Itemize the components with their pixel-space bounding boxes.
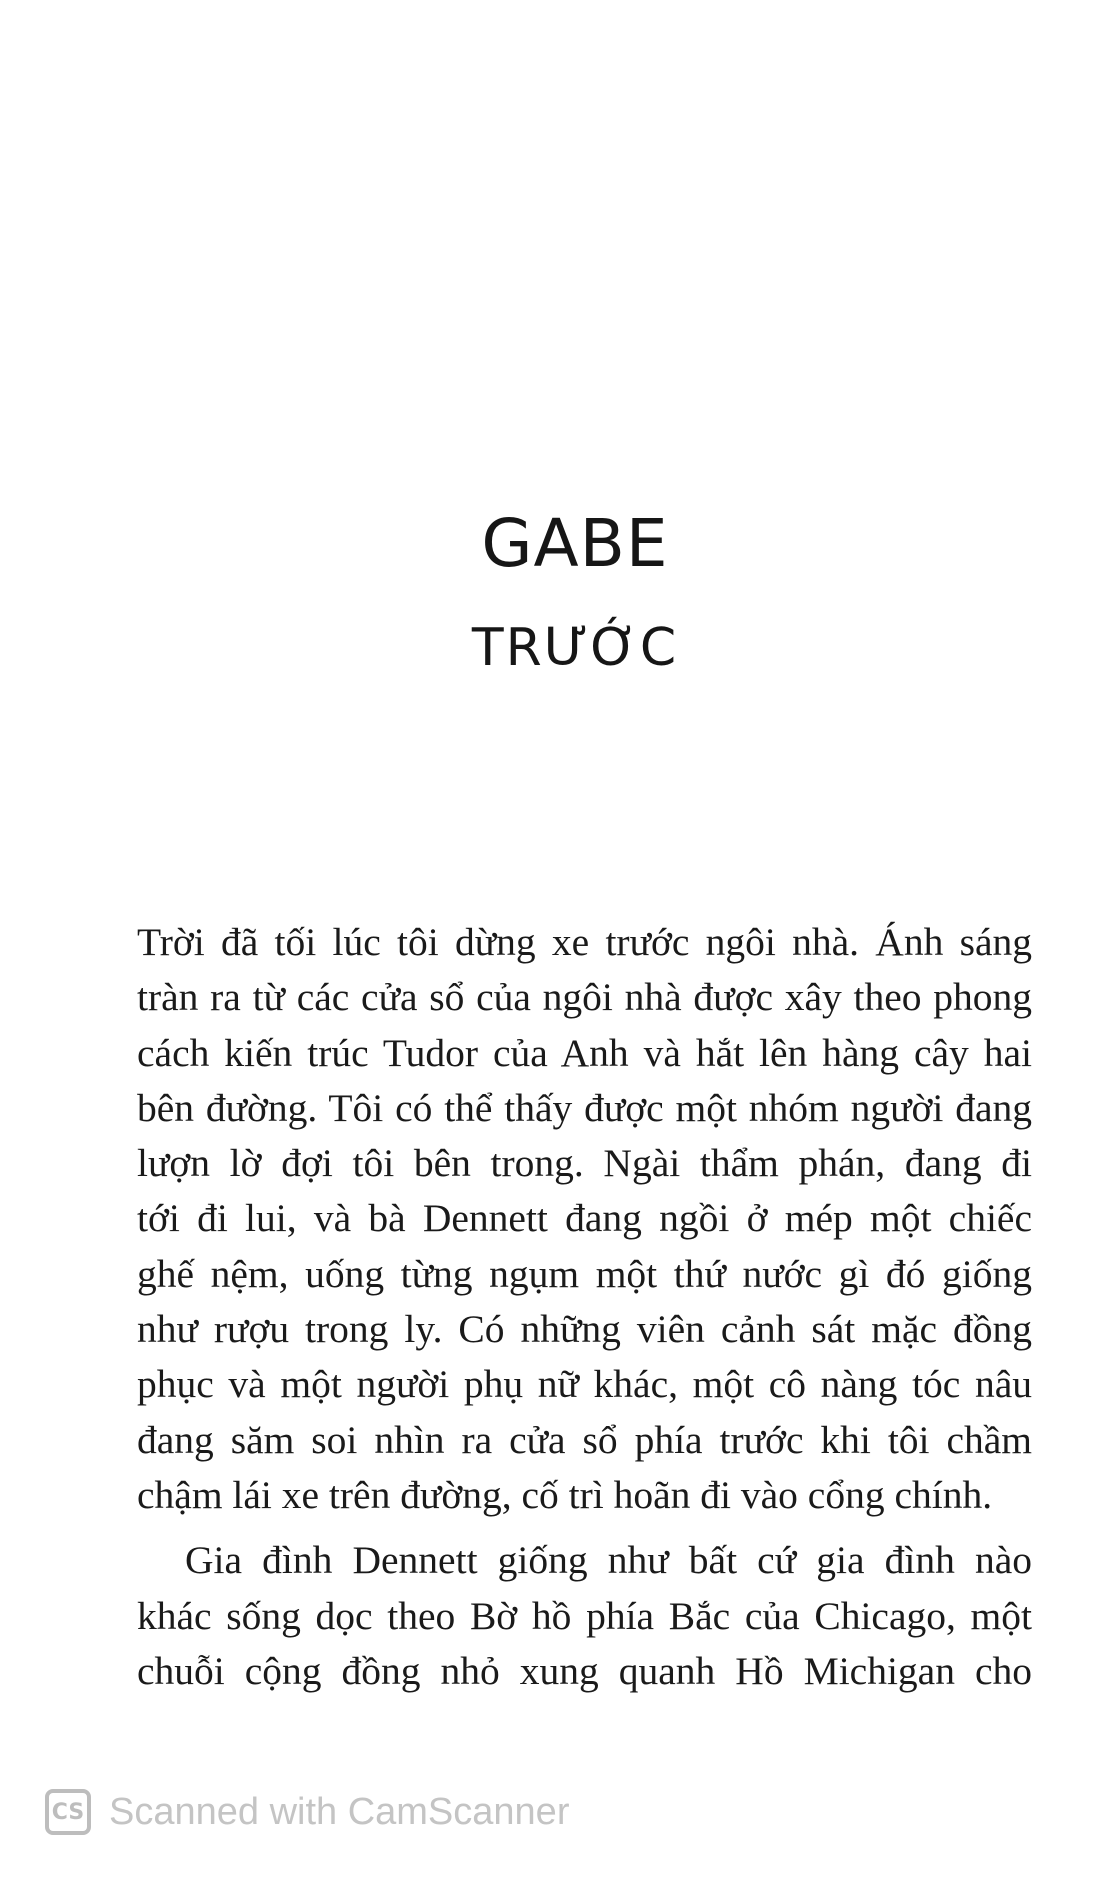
text-line: như rượu trong ly. Có những viên cảnh sát mặc đồng [137, 1307, 1032, 1352]
text-line: phục và một người phụ nữ khác, một cô nàng tóc nâu [137, 1362, 1032, 1407]
chapter-title: GABE [481, 505, 669, 582]
text-line: đang săm soi nhìn ra cửa sổ phía trước khi tôi chầm [137, 1417, 1032, 1462]
text-line: chậm lái xe trên đường, cố trì hoãn đi vào cổng chính. [137, 1472, 993, 1517]
text-line: lượn lờ đợi tôi bên trong. Ngài thẩm phán, đang đi [137, 1141, 1032, 1186]
text-line: chuỗi cộng đồng nhỏ xung quanh Hồ Michigan cho [137, 1648, 1032, 1693]
text-line: cách kiến trúc Tudor của Anh và hắt lên hàng cây hai [137, 1030, 1032, 1075]
text-line: Trời đã tối lúc tôi dừng xe trước ngôi nhà. Ánh sáng [137, 920, 1032, 964]
text-line: Gia đình Dennett giống như bất cứ gia đình nào [185, 1538, 1032, 1583]
watermark-text: Scanned with CamScanner [109, 1790, 570, 1833]
camscanner-watermark [45, 1782, 569, 1842]
text-line: tràn ra từ các cửa sổ của ngôi nhà được xây theo phong [137, 975, 1032, 1020]
chapter-subtitle: TRƯỚC [471, 618, 679, 678]
text-line: khác sống dọc theo Bờ hồ phía Bắc của Chicago, một [137, 1593, 1032, 1638]
text-line: bên đường. Tôi có thể thấy được một nhóm người đang [137, 1085, 1032, 1130]
camscanner-logo-icon: CS [45, 1789, 91, 1835]
paragraph-1 [137, 915, 1032, 1523]
body-text [137, 915, 1032, 1709]
paragraph-2 [137, 1533, 1032, 1699]
text-line: ghế nệm, uống từng ngụm một thứ nước gì đó giống [137, 1251, 1032, 1296]
text-line: tới đi lui, và bà Dennett đang ngồi ở mép một chiếc [137, 1196, 1032, 1241]
